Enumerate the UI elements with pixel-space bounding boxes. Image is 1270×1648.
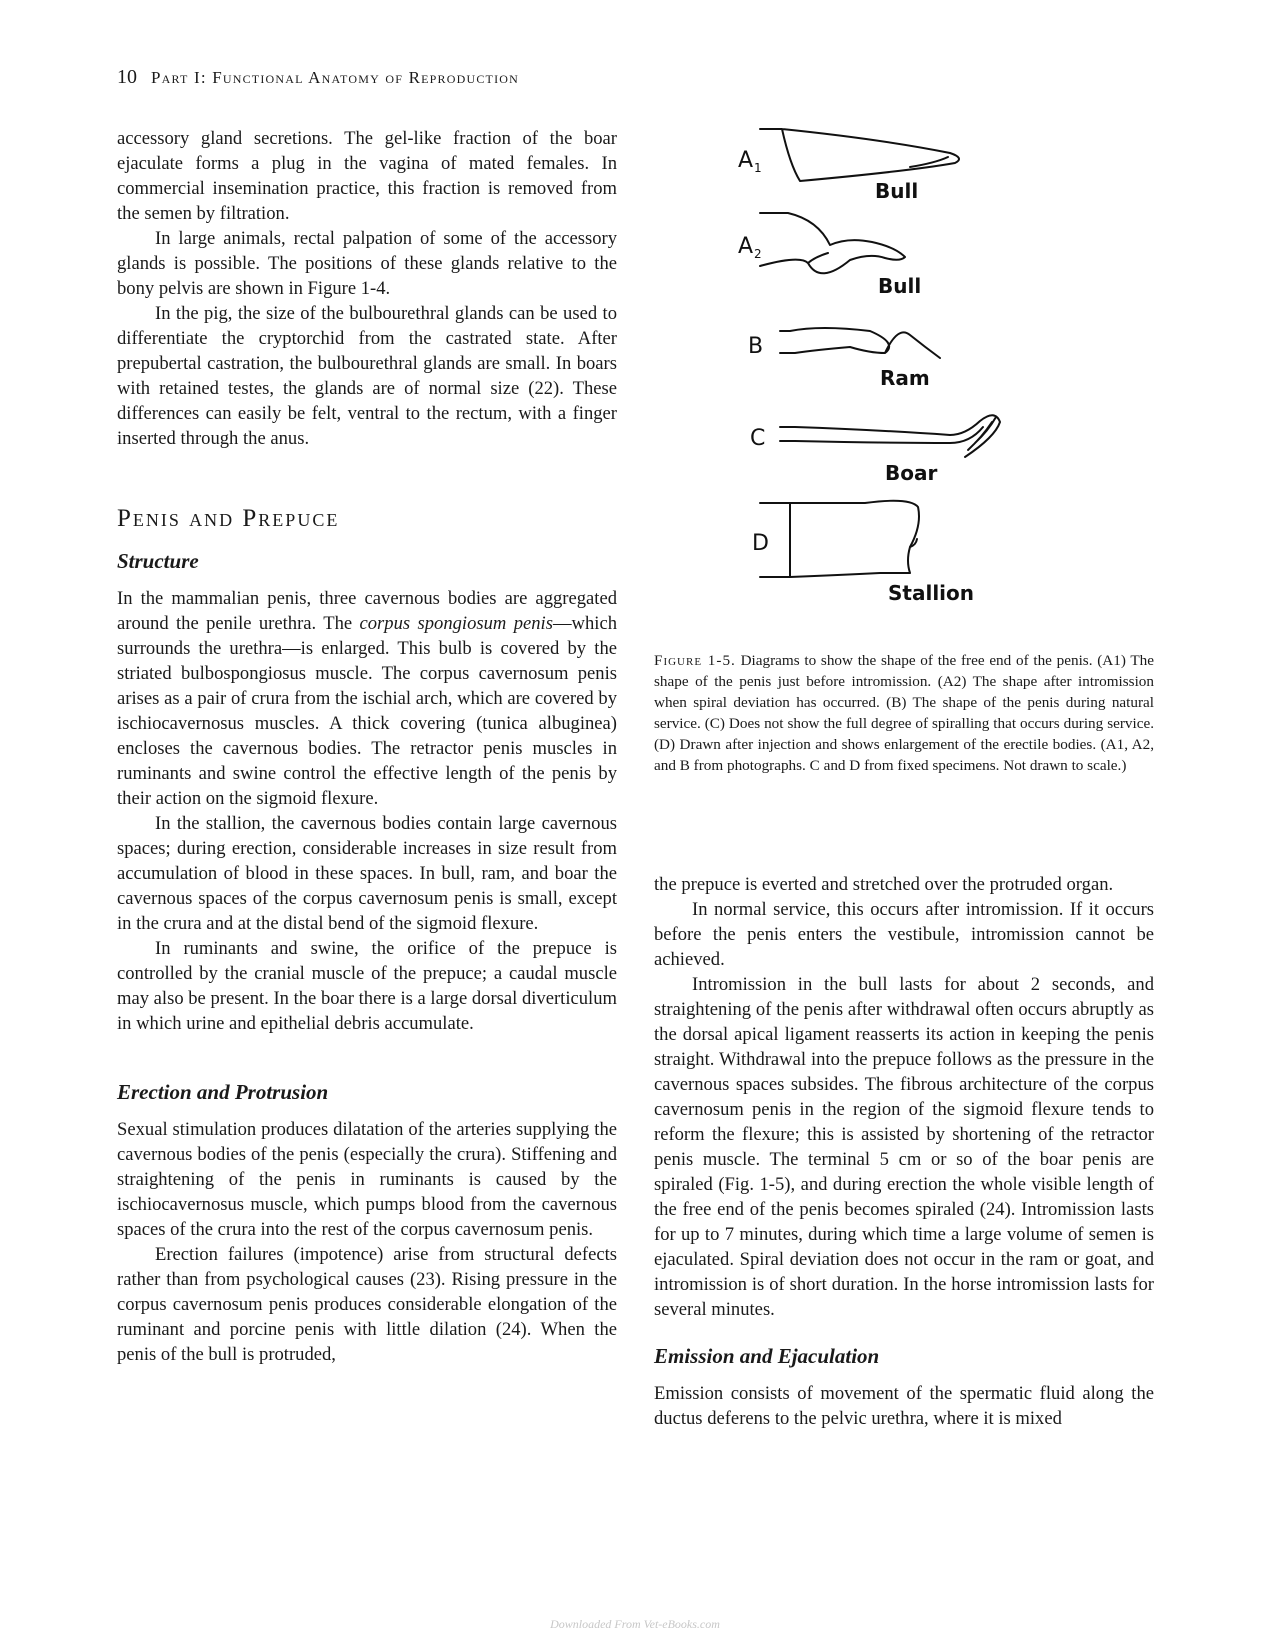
section-heading: Penis and Prepuce — [117, 505, 340, 532]
paragraph: In ruminants and swine, the orifice of the prepuce is controlled by the cranial muscle of the prepuce; a caudal muscle may also be present. In the boar there is a large dorsal diverticulum in which urine and epithelial debris accumulate. — [117, 938, 617, 1034]
species-c: Boar — [885, 461, 938, 485]
label-a2: A — [738, 234, 754, 259]
label-d: D — [752, 531, 769, 556]
text-run: In the mammalian penis, three cavernous bodies are aggregated around the penile urethra. The — [117, 588, 617, 634]
diagram-b — [780, 328, 940, 358]
paragraph: In the stallion, the cavernous bodies contain large cavernous spaces; during erection, considerable increases in size result from accumulation of blood in these spaces. In bull, ram, and boar the cavernous spaces of the corpus cavernosum penis is small, except in the crura and at the distal bend of the sigmoid flexure. — [117, 813, 617, 934]
paragraph: In the pig, the size of the bulbourethral glands can be used to differentiate the cryptorchid from the castrated state. After prepubertal castration, the bulbourethral glands are small. In boars with retained testes, the glands are of normal size (22). These differences can easily be felt, ventral to the rectum, with a finger inserted through the anus. — [117, 303, 617, 449]
italic-term: corpus spongiosum penis — [359, 613, 553, 634]
left-column — [117, 126, 617, 1367]
label-a2-sub: 2 — [754, 247, 762, 261]
figure-caption — [654, 650, 1154, 776]
subsection-heading-erection: Erection and Protrusion — [117, 1080, 329, 1104]
label-c: C — [750, 426, 766, 451]
subsection-heading-structure: Structure — [117, 549, 199, 573]
paragraph: accessory gland secretions. The gel-like fraction of the boar ejaculate forms a plug in the vagina of mated females. In commercial insemination practice, this fraction is removed from the semen by filtration. — [117, 128, 617, 224]
paragraph — [117, 586, 617, 811]
diagram-a1 — [760, 129, 959, 181]
paragraph: Erection failures (impotence) arise from structural defects rather than from psychological causes (23). Rising pressure in the corpus cavernosum penis produces considerable elongation of the ruminant and porcine penis with little dilation (24). When the penis of the bull is protruded, — [117, 1244, 617, 1365]
paragraph: Sexual stimulation produces dilatation of the arteries supplying the cavernous bodies of the penis (especially the crura). Stiffening and straightening of the penis in ruminants is caused by the ischiocavernosus muscle, which pumps blood from the cavernous spaces of the crura into the rest of the corpus cavernosum penis. — [117, 1119, 617, 1240]
species-b: Ram — [880, 366, 930, 390]
species-a1: Bull — [875, 179, 919, 203]
diagram-c — [780, 415, 1000, 457]
figure-penis-shapes — [738, 125, 1080, 645]
page-number: 10 — [117, 66, 137, 88]
caption-label: Figure 1-5. — [654, 652, 736, 669]
label-a1-sub: 1 — [754, 161, 762, 175]
subsection-heading-emission: Emission and Ejaculation — [654, 1344, 880, 1368]
diagram-a2 — [760, 213, 905, 273]
running-title: Part I: Functional Anatomy of Reproduction — [151, 68, 520, 87]
caption-text: Diagrams to show the shape of the free end of the penis. (A1) The shape of the penis just before intromission. (A2) The shape after intromission when spiral deviation has occurred. (B) The shape of the penis during natural service. (C) Does not show the full degree of spiralling that occurs during service. (D) Drawn after injection and shows enlargement of the erectile bodies. (A1, A2, and B from photographs. C and D from fixed specimens. Not drawn to scale.) — [654, 652, 1154, 774]
footer-watermark: Downloaded From Vet-eBooks.com — [550, 1617, 720, 1631]
paragraph: Intromission in the bull lasts for about 2 seconds, and straightening of the penis after withdrawal often occurs abruptly as the dorsal apical ligament reasserts its action in keeping the penis straight. Withdrawal into the prepuce follows as the pressure in the cavernous spaces subsides. The fibrous architecture of the corpus cavernosum penis in the region of the sigmoid flexure tends to reform the flexure; this is assisted by shortening of the retractor penis muscle. The terminal 5 cm or so of the boar penis are spiraled (Fig. 1-5), and during erection the whole visible length of the free end of the penis becomes spiraled (24). Intromission lasts for up to 7 minutes, during which time a large volume of semen is ejaculated. Spiral deviation does not occur in the ram or goat, and intromission is of short duration. In the horse intromission lasts for several minutes. — [654, 974, 1154, 1320]
species-a2: Bull — [878, 274, 922, 298]
species-d: Stallion — [888, 581, 975, 605]
paragraph: Emission consists of movement of the spermatic fluid along the ductus deferens to the pelvic urethra, where it is mixed — [654, 1383, 1154, 1429]
text-run: —which surrounds the urethra—is enlarged. This bulb is covered by the striated bulbospongiosus muscle. The corpus cavernosum penis arises as a pair of crura from the ischial arch, which are covered by ischiocavernosus muscles. A thick covering (tunica albuginea) encloses the cavernous bodies. The retractor penis muscles in ruminants and swine control the effective length of the penis by their action on the sigmoid flexure. — [117, 613, 617, 809]
right-column — [654, 872, 1154, 1431]
label-b: B — [748, 334, 764, 359]
label-a1: A — [738, 148, 754, 173]
running-head — [117, 66, 519, 89]
paragraph: In normal service, this occurs after intromission. If it occurs before the penis enters the vestibule, intromission cannot be achieved. — [654, 899, 1154, 970]
paragraph: the prepuce is everted and stretched over the protruded organ. — [654, 874, 1114, 895]
paragraph: In large animals, rectal palpation of some of the accessory glands is possible. The positions of these glands relative to the bony pelvis are shown in Figure 1-4. — [117, 228, 617, 299]
diagram-d — [760, 501, 919, 577]
